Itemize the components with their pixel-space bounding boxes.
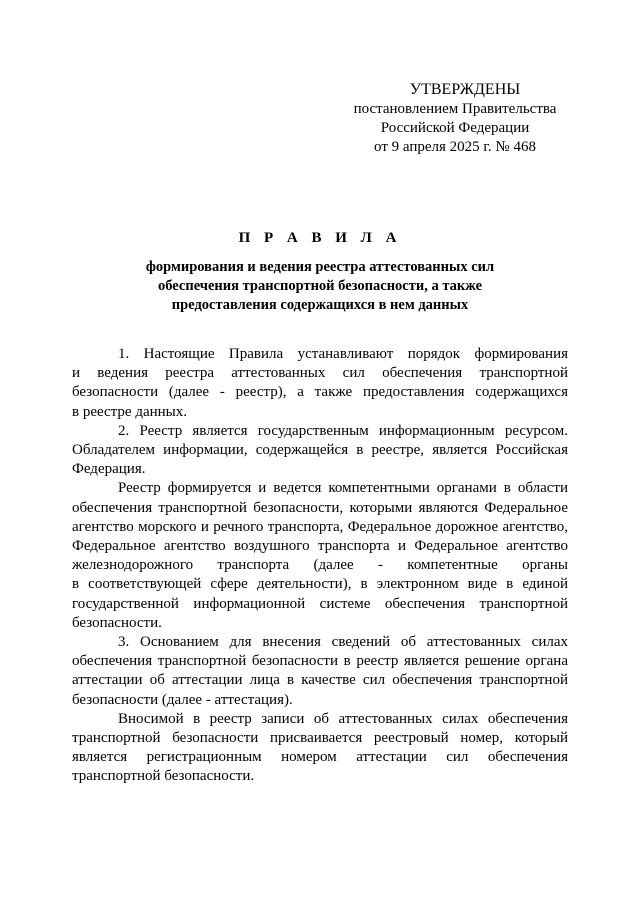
paragraph-line: безопасности (далее - аттестация). — [72, 691, 293, 708]
approval-date-number-line: от 9 апреля 2025 г. № 468 — [374, 139, 536, 155]
paragraph-line: Федеральное агентство воздушного транспорта и Федеральное агентство — [72, 538, 568, 555]
paragraph-line: агентство морского и речного транспорта, Федеральное дорожное агентство, — [72, 518, 568, 535]
paragraph-line: транспортной безопасности. — [72, 768, 255, 785]
paragraph-3 — [72, 479, 568, 633]
paragraph-5 — [72, 710, 568, 787]
paragraph-line: и ведения реестра аттестованных сил обеспечения транспортной — [72, 365, 568, 382]
document-body — [72, 345, 568, 787]
paragraph-line: безопасности. — [72, 614, 162, 631]
paragraph-line: обеспечения транспортной безопасности, которыми являются Федеральное — [72, 499, 568, 516]
document-subtitle — [72, 258, 568, 315]
subtitle-line: предоставления содержащихся в нем данных — [171, 297, 469, 313]
paragraph-line: является регистрационным номером аттестации сил обеспечения — [72, 749, 568, 766]
subtitle-line: обеспечения транспортной безопасности, а также — [158, 278, 482, 294]
paragraph-line: обеспечения транспортной безопасности в реестр является решение органа — [72, 653, 568, 670]
paragraph-4 — [72, 633, 568, 710]
paragraph-line: в соответствующей сфере деятельности), в электронном виде в единой — [72, 576, 568, 593]
paragraph-line: 3. Основанием для внесения сведений об аттестованных силах — [118, 634, 568, 651]
document-title-block — [72, 228, 568, 315]
approval-stamp-block — [340, 80, 570, 157]
paragraph-line: в реестре данных. — [72, 403, 187, 420]
paragraph-line: железнодорожного транспорта (далее - компетентные органы — [72, 557, 568, 574]
paragraph-line: Вносимой в реестр записи об аттестованных силах обеспечения — [118, 710, 568, 727]
paragraph-line: 1. Настоящие Правила устанавливают порядок формирования — [118, 346, 568, 362]
paragraph-line: 2. Реестр является государственным информационным ресурсом. — [118, 422, 568, 439]
paragraph-1 — [72, 345, 568, 422]
paragraph-line: транспортной безопасности присваивается реестровый номер, который — [72, 730, 568, 747]
paragraph-line: безопасности (далее - реестр), а также предоставления содержащихся — [72, 384, 568, 401]
paragraph-line: государственной информационной системе обеспечения транспортной — [72, 595, 568, 612]
approval-decree-line: постановлением Правительства — [353, 101, 557, 117]
subtitle-line: формирования и ведения реестра аттестованных сил — [145, 259, 495, 275]
approval-government-line: Российской Федерации — [380, 120, 530, 136]
paragraph-line: аттестации об аттестации лица в качестве сил обеспечения транспортной — [72, 672, 568, 689]
document-heading: П Р А В И Л А — [238, 230, 402, 246]
paragraph-line: Обладателем информации, содержащейся в реестре, является Российская — [72, 442, 568, 459]
paragraph-line: Федерация. — [72, 461, 146, 478]
paragraph-2 — [72, 422, 568, 480]
approval-heading: УТВЕРЖДЕНЫ — [409, 81, 521, 98]
paragraph-line: Реестр формируется и ведется компетентными органами в области — [118, 480, 568, 497]
